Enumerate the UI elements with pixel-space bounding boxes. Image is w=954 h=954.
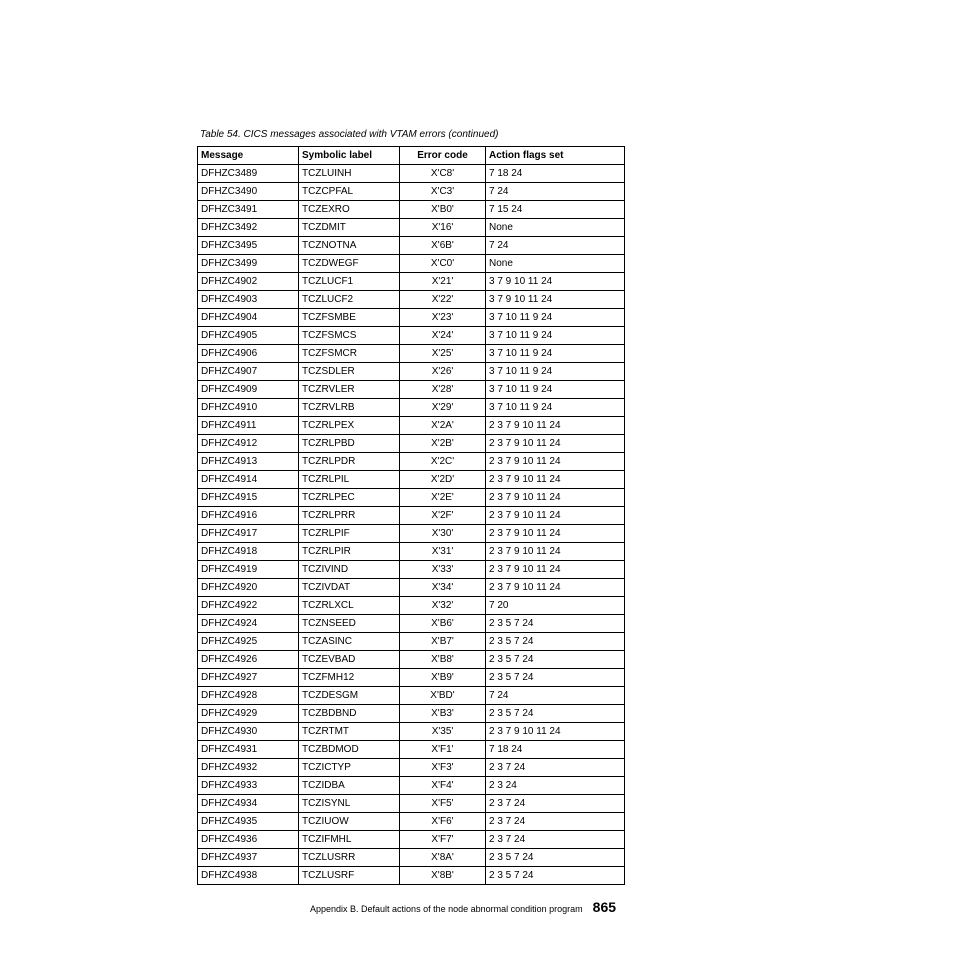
cell-message: DFHZC4922 (198, 597, 299, 615)
table-row (198, 417, 625, 435)
header-symbolic-label: Symbolic label (299, 147, 400, 165)
cell-symbolic-label: TCZNSEED (299, 615, 400, 633)
cell-message: DFHZC3490 (198, 183, 299, 201)
cell-message: DFHZC4909 (198, 381, 299, 399)
cell-symbolic-label: TCZFSMBE (299, 309, 400, 327)
cell-message: DFHZC4918 (198, 543, 299, 561)
table-row (198, 705, 625, 723)
cell-error-code: X'2A' (400, 417, 486, 435)
page-number: 865 (592, 899, 617, 915)
cell-message: DFHZC4915 (198, 489, 299, 507)
table-row (198, 507, 625, 525)
cell-action-flags: 3 7 9 10 11 24 (486, 273, 625, 291)
cell-error-code: X'35' (400, 723, 486, 741)
table-row (198, 687, 625, 705)
table-row (198, 615, 625, 633)
cell-error-code: X'24' (400, 327, 486, 345)
table-row (198, 741, 625, 759)
cell-message: DFHZC4932 (198, 759, 299, 777)
cell-message: DFHZC4928 (198, 687, 299, 705)
cell-symbolic-label: TCZLUINH (299, 165, 400, 183)
cell-error-code: X'34' (400, 579, 486, 597)
cell-message: DFHZC3491 (198, 201, 299, 219)
cell-message: DFHZC3492 (198, 219, 299, 237)
cell-error-code: X'F3' (400, 759, 486, 777)
cell-error-code: X'F1' (400, 741, 486, 759)
cell-error-code: X'30' (400, 525, 486, 543)
cell-message: DFHZC4903 (198, 291, 299, 309)
cell-symbolic-label: TCZSDLER (299, 363, 400, 381)
table-row (198, 489, 625, 507)
footer-title: Appendix B. Default actions of the node abnormal condition program (310, 904, 583, 914)
cell-symbolic-label: TCZRLXCL (299, 597, 400, 615)
cell-message: DFHZC4916 (198, 507, 299, 525)
cell-message: DFHZC4938 (198, 867, 299, 885)
header-action-flags: Action flags set (486, 147, 625, 165)
cell-action-flags: 2 3 5 7 24 (486, 849, 625, 867)
cell-message: DFHZC4919 (198, 561, 299, 579)
cell-message: DFHZC4924 (198, 615, 299, 633)
cell-symbolic-label: TCZDMIT (299, 219, 400, 237)
cell-message: DFHZC4930 (198, 723, 299, 741)
table-row (198, 363, 625, 381)
cell-error-code: X'31' (400, 543, 486, 561)
table-body (198, 165, 625, 885)
cell-symbolic-label: TCZRVLRB (299, 399, 400, 417)
table-row (198, 795, 625, 813)
cell-message: DFHZC4912 (198, 435, 299, 453)
cell-error-code: X'21' (400, 273, 486, 291)
cell-error-code: X'BD' (400, 687, 486, 705)
cell-symbolic-label: TCZCPFAL (299, 183, 400, 201)
cell-message: DFHZC3495 (198, 237, 299, 255)
cell-symbolic-label: TCZRLPBD (299, 435, 400, 453)
cell-symbolic-label: TCZIDBA (299, 777, 400, 795)
cell-symbolic-label: TCZIVDAT (299, 579, 400, 597)
cell-symbolic-label: TCZRLPEX (299, 417, 400, 435)
cell-message: DFHZC4927 (198, 669, 299, 687)
cell-action-flags: 2 3 5 7 24 (486, 669, 625, 687)
cell-symbolic-label: TCZLUCF2 (299, 291, 400, 309)
table-row (198, 867, 625, 885)
cell-message: DFHZC4907 (198, 363, 299, 381)
table-row (198, 651, 625, 669)
cell-message: DFHZC4925 (198, 633, 299, 651)
header-error-code: Error code (400, 147, 486, 165)
table-row (198, 759, 625, 777)
cell-action-flags: 7 18 24 (486, 741, 625, 759)
cell-error-code: X'B8' (400, 651, 486, 669)
cell-symbolic-label: TCZFSMCS (299, 327, 400, 345)
cell-action-flags: None (486, 255, 625, 273)
cell-symbolic-label: TCZRVLER (299, 381, 400, 399)
cell-symbolic-label: TCZDWEGF (299, 255, 400, 273)
cell-symbolic-label: TCZASINC (299, 633, 400, 651)
cell-message: DFHZC4914 (198, 471, 299, 489)
cell-message: DFHZC4906 (198, 345, 299, 363)
cell-symbolic-label: TCZLUSRR (299, 849, 400, 867)
cell-action-flags: 2 3 5 7 24 (486, 867, 625, 885)
header-message: Message (198, 147, 299, 165)
table-row (198, 831, 625, 849)
table-row (198, 525, 625, 543)
cell-symbolic-label: TCZRLPRR (299, 507, 400, 525)
cell-message: DFHZC4910 (198, 399, 299, 417)
cell-symbolic-label: TCZEVBAD (299, 651, 400, 669)
cell-message: DFHZC4917 (198, 525, 299, 543)
table-row (198, 345, 625, 363)
cell-symbolic-label: TCZISYNL (299, 795, 400, 813)
table-row (198, 255, 625, 273)
cell-error-code: X'B7' (400, 633, 486, 651)
cell-error-code: X'2C' (400, 453, 486, 471)
cell-action-flags: 2 3 7 24 (486, 813, 625, 831)
cell-error-code: X'F4' (400, 777, 486, 795)
cell-error-code: X'8A' (400, 849, 486, 867)
cell-error-code: X'B6' (400, 615, 486, 633)
table-caption: Table 54. CICS messages associated with VTAM errors (continued) (200, 129, 499, 140)
cell-action-flags: 3 7 10 11 9 24 (486, 399, 625, 417)
cell-error-code: X'6B' (400, 237, 486, 255)
cell-symbolic-label: TCZLUSRF (299, 867, 400, 885)
cell-error-code: X'F6' (400, 813, 486, 831)
cell-symbolic-label: TCZFMH12 (299, 669, 400, 687)
cell-error-code: X'C0' (400, 255, 486, 273)
cell-symbolic-label: TCZDESGM (299, 687, 400, 705)
cell-action-flags: 2 3 7 9 10 11 24 (486, 561, 625, 579)
table-row (198, 471, 625, 489)
table-row (198, 633, 625, 651)
cell-message: DFHZC4926 (198, 651, 299, 669)
table-row (198, 309, 625, 327)
cell-error-code: X'B9' (400, 669, 486, 687)
table-row (198, 849, 625, 867)
cell-action-flags: 2 3 7 9 10 11 24 (486, 417, 625, 435)
table-row (198, 399, 625, 417)
cell-symbolic-label: TCZNOTNA (299, 237, 400, 255)
cell-error-code: X'C8' (400, 165, 486, 183)
cell-action-flags: 7 24 (486, 237, 625, 255)
cell-error-code: X'29' (400, 399, 486, 417)
table-row (198, 561, 625, 579)
cell-action-flags: 2 3 7 9 10 11 24 (486, 543, 625, 561)
cell-message: DFHZC4935 (198, 813, 299, 831)
table-row (198, 543, 625, 561)
cell-message: DFHZC3489 (198, 165, 299, 183)
cell-message: DFHZC4934 (198, 795, 299, 813)
cell-symbolic-label: TCZIUOW (299, 813, 400, 831)
cell-message: DFHZC4936 (198, 831, 299, 849)
table-row (198, 291, 625, 309)
cell-action-flags: 2 3 7 24 (486, 831, 625, 849)
cell-error-code: X'23' (400, 309, 486, 327)
cell-error-code: X'B3' (400, 705, 486, 723)
cell-message: DFHZC4905 (198, 327, 299, 345)
cell-symbolic-label: TCZRLPEC (299, 489, 400, 507)
cell-symbolic-label: TCZRLPIR (299, 543, 400, 561)
cell-error-code: X'8B' (400, 867, 486, 885)
cell-action-flags: 3 7 10 11 9 24 (486, 309, 625, 327)
cell-action-flags: 7 15 24 (486, 201, 625, 219)
cell-symbolic-label: TCZBDBND (299, 705, 400, 723)
table-row (198, 435, 625, 453)
cell-action-flags: 2 3 7 24 (486, 759, 625, 777)
page-footer (310, 899, 616, 917)
cell-action-flags: 3 7 10 11 9 24 (486, 327, 625, 345)
cell-action-flags: 2 3 7 9 10 11 24 (486, 579, 625, 597)
cell-action-flags: 2 3 24 (486, 777, 625, 795)
cell-action-flags: 2 3 7 9 10 11 24 (486, 723, 625, 741)
cell-error-code: X'22' (400, 291, 486, 309)
table-row (198, 273, 625, 291)
cell-symbolic-label: TCZEXRO (299, 201, 400, 219)
table-row (198, 813, 625, 831)
cell-message: DFHZC3499 (198, 255, 299, 273)
cell-symbolic-label: TCZLUCF1 (299, 273, 400, 291)
cell-symbolic-label: TCZRLPIF (299, 525, 400, 543)
cell-error-code: X'33' (400, 561, 486, 579)
cell-symbolic-label: TCZICTYP (299, 759, 400, 777)
cell-action-flags: 7 24 (486, 183, 625, 201)
cell-message: DFHZC4911 (198, 417, 299, 435)
cell-action-flags: 7 20 (486, 597, 625, 615)
cell-action-flags: 2 3 5 7 24 (486, 615, 625, 633)
cell-action-flags: 3 7 10 11 9 24 (486, 381, 625, 399)
cell-action-flags: 2 3 5 7 24 (486, 651, 625, 669)
cell-error-code: X'25' (400, 345, 486, 363)
table-row (198, 669, 625, 687)
cell-action-flags: 2 3 7 9 10 11 24 (486, 489, 625, 507)
cell-action-flags: 2 3 7 9 10 11 24 (486, 435, 625, 453)
cell-error-code: X'28' (400, 381, 486, 399)
cell-symbolic-label: TCZFSMCR (299, 345, 400, 363)
cell-message: DFHZC4937 (198, 849, 299, 867)
cell-error-code: X'16' (400, 219, 486, 237)
cell-action-flags: 3 7 10 11 9 24 (486, 345, 625, 363)
cell-action-flags: 2 3 7 24 (486, 795, 625, 813)
table-row (198, 327, 625, 345)
table-row (198, 777, 625, 795)
cell-error-code: X'C3' (400, 183, 486, 201)
cell-error-code: X'32' (400, 597, 486, 615)
vtam-errors-table (197, 146, 625, 885)
cell-action-flags: 2 3 7 9 10 11 24 (486, 471, 625, 489)
cell-action-flags: 3 7 9 10 11 24 (486, 291, 625, 309)
table-row (198, 381, 625, 399)
table-row (198, 453, 625, 471)
cell-action-flags: None (486, 219, 625, 237)
table-row (198, 201, 625, 219)
cell-action-flags: 2 3 5 7 24 (486, 633, 625, 651)
cell-symbolic-label: TCZRLPDR (299, 453, 400, 471)
cell-error-code: X'B0' (400, 201, 486, 219)
cell-action-flags: 7 24 (486, 687, 625, 705)
cell-message: DFHZC4920 (198, 579, 299, 597)
table-row (198, 723, 625, 741)
cell-message: DFHZC4913 (198, 453, 299, 471)
cell-action-flags: 2 3 7 9 10 11 24 (486, 507, 625, 525)
cell-message: DFHZC4929 (198, 705, 299, 723)
cell-symbolic-label: TCZBDMOD (299, 741, 400, 759)
table-row (198, 183, 625, 201)
cell-symbolic-label: TCZRLPIL (299, 471, 400, 489)
table-row (198, 219, 625, 237)
cell-error-code: X'26' (400, 363, 486, 381)
cell-error-code: X'F5' (400, 795, 486, 813)
table-row (198, 597, 625, 615)
table-row (198, 579, 625, 597)
cell-message: DFHZC4902 (198, 273, 299, 291)
table-header-row (198, 147, 625, 165)
cell-error-code: X'2E' (400, 489, 486, 507)
cell-symbolic-label: TCZIFMHL (299, 831, 400, 849)
cell-action-flags: 2 3 7 9 10 11 24 (486, 453, 625, 471)
cell-symbolic-label: TCZIVIND (299, 561, 400, 579)
cell-message: DFHZC4933 (198, 777, 299, 795)
table-row (198, 165, 625, 183)
cell-error-code: X'2D' (400, 471, 486, 489)
cell-action-flags: 2 3 7 9 10 11 24 (486, 525, 625, 543)
cell-action-flags: 7 18 24 (486, 165, 625, 183)
cell-message: DFHZC4904 (198, 309, 299, 327)
cell-symbolic-label: TCZRTMT (299, 723, 400, 741)
cell-action-flags: 2 3 5 7 24 (486, 705, 625, 723)
table-row (198, 237, 625, 255)
cell-action-flags: 3 7 10 11 9 24 (486, 363, 625, 381)
cell-error-code: X'2F' (400, 507, 486, 525)
cell-message: DFHZC4931 (198, 741, 299, 759)
cell-error-code: X'F7' (400, 831, 486, 849)
cell-error-code: X'2B' (400, 435, 486, 453)
